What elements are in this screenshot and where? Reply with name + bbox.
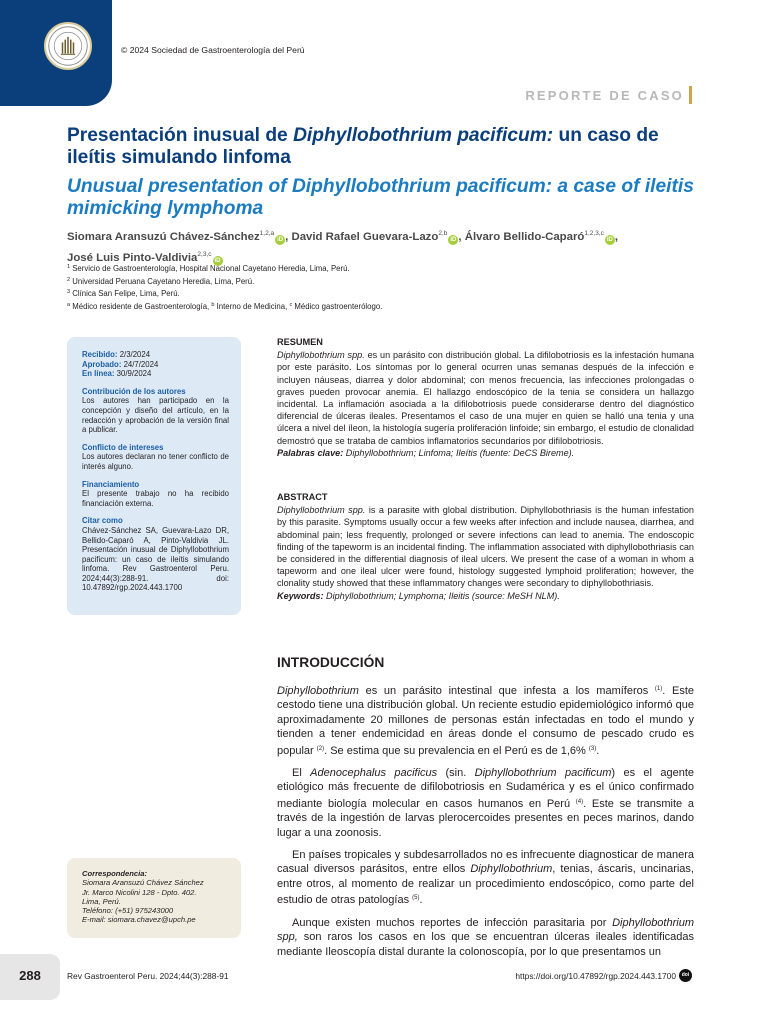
- contributions-text: Los autores han participado en la concepción y diseño del artículo, en la redacción y aprobación de la versión final a publicar.: [82, 396, 229, 435]
- abstract-text: Diphyllobothrium spp. is a parasite with global distribution. Diphyllobothriasis is the human infestation by this parasite. Symptoms usually occur a few weeks after infection and include nausea, diarrhea, and abdominal pain; less frequently, prolonged or severe infections can lead to anemia. The endoscopic finding of the tapeworm is an incidental finding. The inflammation associated with diphyllobothriasis can be considered in the differential diagnosis of ileal ulcers. We present the case of a woman in whom a tapeworm and one ileal ulcer were found, histology suggested lymphoid proliferation; however, the clonality study showed that these inflammatory changes were secondary to diphyllobothriasis.: [277, 505, 694, 589]
- society-seal-logo-icon: [44, 22, 92, 70]
- orcid-icon[interactable]: iD: [277, 237, 284, 243]
- author-name: Siomara Aransuzú Chávez-Sánchez: [67, 231, 260, 243]
- resumen-keywords: Palabras clave: Diphyllobothrium; Linfoma; Ileítis (fuente: DeCS Bireme).: [277, 447, 575, 458]
- paragraph: El Adenocephalus pacificus (sin. Diphyllobothrium pacificum) es el agente etiológico más frecuente de difilobotriosis en Sudamérica y es el único confirmado mediante biología molecular en casos humanos en Perú $^{(4)}$. Este se transmite a través de la ingestión de larvas plerocercoides presentes en peces marinos, dando lugar a una zoonosis.: [277, 767, 694, 839]
- copyright-notice: © 2024 Sociedad de Gastroenterología del Perú: [121, 45, 305, 55]
- affiliation-item: $^2$ Universidad Peruana Cayetano Heredia, Lima, Perú.: [67, 276, 255, 286]
- author-list: Siomara Aransuzú Chávez-Sánchez$^{1,2,a}$iD , David Rafael Guevara-Lazo$^{2,b}$iD , Álvaro Bellido-Caparó$^{1,2,3,c}$iD , José Luis Pinto-Valdivia$^{2,3,c}$iD: [67, 230, 619, 264]
- orcid-icon[interactable]: iD: [450, 237, 457, 243]
- article-info-sidebar: [67, 337, 241, 615]
- author-roles: $^a$ Médico residente de Gastroenterología, $^b$ Interno de Medicina, $^c$ Médico gastroenterólogo.: [67, 301, 383, 311]
- conflict-text: Los autores declaran no tener conflicto de interés alguno.: [82, 452, 229, 471]
- abstract-keywords: Keywords: Diphyllobothrium; Lymphoma; Ileitis (source: MeSH NLM).: [277, 590, 560, 601]
- correspondence-email[interactable]: E-mail: siomara.chavez@upch.pe: [82, 915, 196, 925]
- correspondence-box: [67, 858, 241, 938]
- citation-ref[interactable]: (5): [412, 895, 420, 902]
- online-date: En línea: 30/9/2024: [82, 369, 152, 379]
- introduction-body: [277, 682, 694, 967]
- correspondence-city: Lima, Perú.: [82, 896, 121, 906]
- section-accent-bar: [689, 86, 692, 104]
- doi-link[interactable]: https://doi.org/10.47892/rgp.2024.443.1700: [515, 971, 676, 981]
- citation-ref[interactable]: (1): [654, 686, 663, 692]
- affiliations: [67, 262, 667, 312]
- orcid-icon[interactable]: iD: [214, 258, 221, 264]
- doi-icon[interactable]: doi: [679, 969, 692, 982]
- author-name: José Luis Pinto-Valdivia: [67, 252, 198, 264]
- correspondence-phone: Teléfono: (+51) 975243000: [82, 906, 174, 916]
- page-number: 288: [19, 968, 41, 983]
- paragraph: Aunque existen muchos reportes de infección parasitaria por Diphyllobothrium spp, son raros los casos en los que se encuentran úlceras ileales identificadas mediante Ileoscopía distal durante la colonoscopía, por lo que presentamos un: [277, 916, 694, 958]
- resumen-text: Diphyllobothrium spp. es un parásito con distribución global. La difilobotriosis es la infestación humana por este parásito. Los síntomas por lo general ocurren unas semanas después de la infección e incluyen náuseas, diarrea y dolor abdominal; con menos frecuencia, las infecciones prolongadas o graves pueden provocar anemia. El hallazgo endoscópico de la tenia se considera un hallazgo incidental. La inflamación asociada a la difilobotriosis puede considerarse dentro del diagnóstico diferencial de úlceras ileales. Presentamos el caso de una mujer en quien se halló una tenia y una úlcera a nivel del íleon, la histología sugería proliferación linfoide; sin embargo, el estudio de clonalidad demostró que se trataba de cambios inflamatorios secundarios por difilobotriosis.: [277, 350, 695, 446]
- contributions-heading: Contribución de los autores: [82, 386, 186, 396]
- correspondence-address: Jr. Marco Nicolini 128 - Dpto. 402.: [82, 887, 197, 897]
- cite-heading: Citar como: [82, 516, 123, 526]
- citation-ref[interactable]: (2): [316, 745, 325, 752]
- conflict-heading: Conflicto de intereses: [82, 442, 164, 452]
- funding-text: El presente trabajo no ha recibido financiación externa.: [82, 489, 229, 508]
- citation-text: Chávez-Sánchez SA, Guevara-Lazo DR, Bellido-Caparó A, Pinto-Valdivia JL. Presentación inusual de Diphyllobothrium pacificum: un caso de ileítis simulando linfoma. Rev Gastroenterol Peru. 2024;44(3):288-91. doi: 10.47892/rgp.2024.443.1700: [82, 525, 229, 593]
- paragraph: Diphyllobothrium es un parásito intestinal que infesta a los mamíferos $^{(1)}$. Este cestodo tiene una distribución global. Un reciente estudio epidemiológico informó que aproximadamente 20 millones de personas están infectadas en todo el mundo y tienden a tener endemicidad en áreas donde el consumo de pescado crudo es popular $^{(2)}$. Se estima que su prevalencia en el Perú es de 1,6% $^{(3)}$.: [277, 685, 695, 757]
- resumen-section: [277, 336, 694, 459]
- header-logo-band: [0, 0, 112, 106]
- article-title-english: Unusual presentation of Diphyllobothrium pacificum: a case of ileitis mimicking lymphoma: [67, 176, 694, 219]
- article-title-spanish: Presentación inusual de Diphyllobothrium pacificum: un caso de ileítis simulando linfoma: [67, 125, 659, 168]
- page-number-box: [0, 954, 60, 1000]
- approved-date: Aprobado: 24/7/2024: [82, 359, 159, 369]
- citation-ref[interactable]: (4): [575, 798, 584, 805]
- received-date: Recibido: 2/3/2024: [82, 350, 151, 359]
- affiliation-item: $^3$ Clínica San Felipe, Lima, Perú.: [67, 289, 180, 298]
- introduction-heading: INTRODUCCIÓN: [277, 655, 385, 670]
- section-label: REPORTE DE CASO: [525, 88, 684, 103]
- abstract-heading: ABSTRACT: [277, 492, 328, 502]
- affiliation-item: $^1$ Servicio de Gastroenterología, Hospital Nacional Cayetano Heredia, Lima, Perú.: [67, 264, 350, 273]
- abstract-section: [277, 491, 694, 602]
- correspondence-heading: Correspondencia:: [82, 869, 147, 878]
- citation-ref[interactable]: (3): [588, 745, 597, 752]
- author-name: David Rafael Guevara-Lazo: [291, 231, 439, 243]
- journal-reference: Rev Gastroenterol Peru. 2024;44(3):288-91: [67, 971, 229, 981]
- orcid-icon[interactable]: iD: [606, 237, 613, 243]
- author-name: Álvaro Bellido-Caparó: [464, 231, 585, 243]
- correspondence-name: Siomara Aransuzú Chávez Sánchez: [82, 878, 204, 888]
- paragraph: En países tropicales y subdesarrollados no es infrecuente diagnosticar de manera casual diversos parásitos, entre ellos Diphyllobothrium, tenias, áscaris, uncinarias, entre otros, al momento de realizar un procedimiento endoscópico, como parte del estudio de otras patologías $^{(5)}$.: [277, 849, 694, 907]
- funding-heading: Financiamiento: [82, 479, 140, 489]
- resumen-heading: RESUMEN: [277, 337, 323, 347]
